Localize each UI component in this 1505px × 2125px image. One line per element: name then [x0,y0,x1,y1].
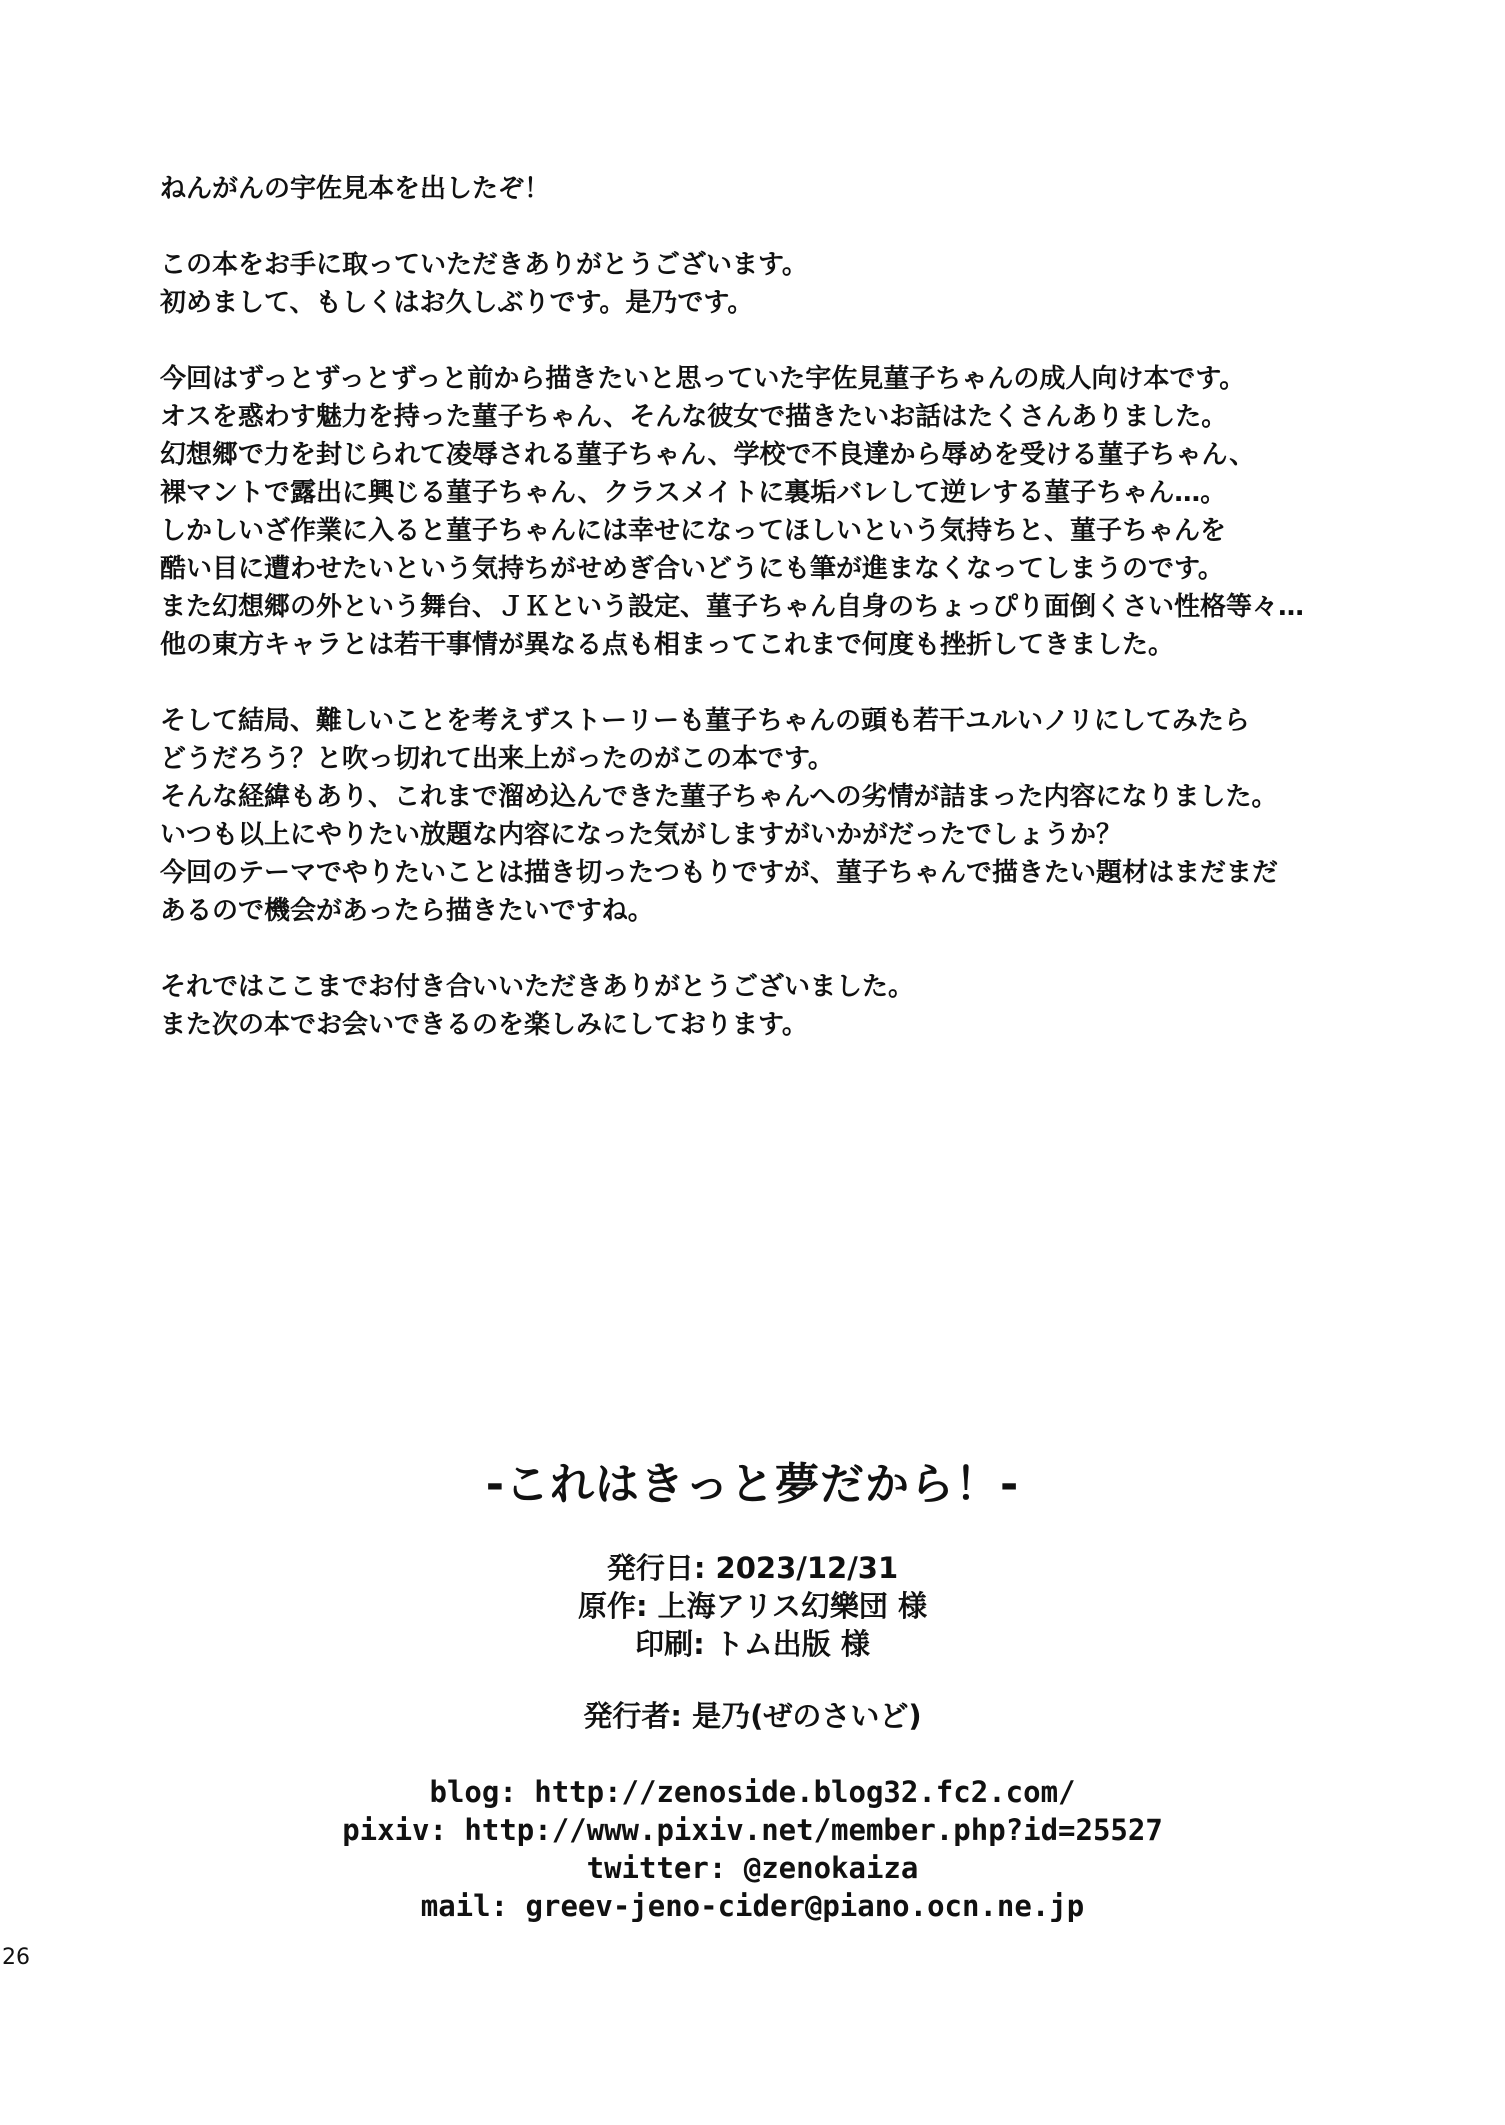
afterword-line: それではここまでお付き合いいただきありがとうございました。 [160,972,915,1002]
original-work-credit: 原作: 上海アリス幻樂団 様 [577,1589,928,1623]
afterword-line: また次の本でお会いできるのを楽しみにしております。 [160,1010,808,1040]
afterword-line: どうだろう？と吹っ切れて出来上がったのがこの本です。 [160,744,834,774]
afterword-line: 酷い目に遭わせたいという気持ちがせめぎ合いどうにも筆が進まなくなってしまうのです。 [160,554,1224,584]
afterword-line: 他の東方キャラとは若干事情が異なる点も相まってこれまで何度も挫折してきました。 [160,630,1175,660]
publisher-credit: 発行者: 是乃(ぜのさいど) [583,1699,922,1733]
afterword-line: この本をお手に取っていただきありがとうございます。 [160,250,808,280]
afterword-paragraph-3 [160,360,1390,664]
afterword-line: 裸マントで露出に興じる菫子ちゃん、クラスメイトに裏垢バレして逆レする菫子ちゃん…。 [160,478,1227,508]
afterword-line: そして結局、難しいことを考えずストーリーも菫子ちゃんの頭も若干ユルいノリにしてみたら [160,706,1250,736]
publication-date: 発行日: 2023/12/31 [606,1551,899,1585]
book-title: -これはきっと夢だから！- [485,1459,1020,1510]
afterword-line: そんな経緯もあり、これまで溜め込んできた菫子ちゃんへの劣情が詰まった内容になりました。 [160,782,1278,812]
afterword-paragraph-5 [160,968,1390,1044]
afterword-line: しかしいざ作業に入ると菫子ちゃんには幸せになってほしいという気持ちと、菫子ちゃんを [160,516,1227,546]
publication-info [0,1549,1505,1663]
page-number: 26 [2,1945,30,1970]
afterword-paragraph-4 [160,702,1390,930]
twitter-handle: twitter: @zenokaiza [586,1851,919,1885]
afterword-line: また幻想郷の外という舞台、ＪＫという設定、菫子ちゃん自身のちょっぴり面倒くさい性格等々… [160,592,1305,622]
afterword-line: 幻想郷で力を封じられて凌辱される菫子ちゃん、学校で不良達から辱めを受ける菫子ちゃん、 [160,440,1256,470]
afterword-line: 今回のテーマでやりたいことは描き切ったつもりですが、菫子ちゃんで描きたい題材はまだまだ [160,858,1279,888]
mail-address: mail: greev-jeno-cider@piano.ocn.ne.jp [420,1889,1085,1923]
afterword-line: オスを惑わす魅力を持った菫子ちゃん、そんな彼女で描きたいお話はたくさんありました。 [160,402,1228,432]
printer-credit: 印刷: トム出版 様 [635,1627,870,1661]
colophon [0,1455,1505,1925]
afterword-line: ねんがんの宇佐見本を出したぞ！ [160,174,551,204]
blog-link: blog: http://zenoside.blog32.fc2.com/ [429,1775,1076,1809]
afterword-text [160,170,1390,1082]
afterword-line: いつも以上にやりたい放題な内容になった気がしますがいかがだったでしょうか？ [160,820,1123,850]
afterword-line: あるので機会があったら描きたいですね。 [160,896,654,926]
afterword-paragraph-2 [160,246,1390,322]
afterword-line: 今回はずっとずっとずっと前から描きたいと思っていた宇佐見菫子ちゃんの成人向け本です。 [160,364,1246,394]
afterword-line: 初めまして、もしくはお久しぶりです。是乃です。 [160,288,754,318]
contact-list [0,1773,1505,1925]
afterword-paragraph-1 [160,170,1390,208]
pixiv-link: pixiv: http://www.pixiv.net/member.php?id=25527 [342,1813,1163,1847]
